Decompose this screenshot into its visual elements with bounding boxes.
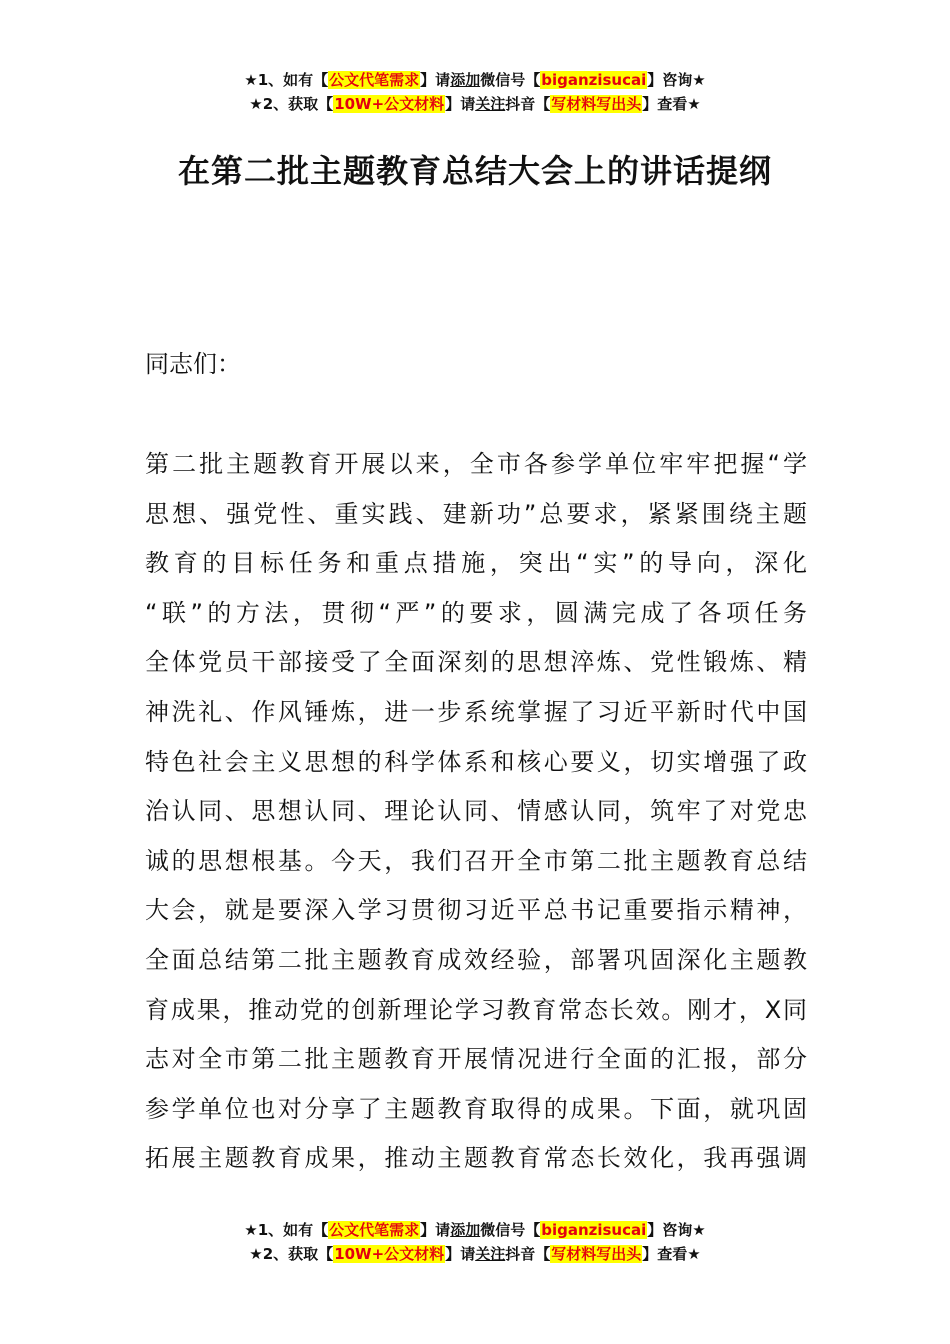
- banner-text: 】请: [420, 1221, 451, 1239]
- salutation: 同志们：: [145, 350, 241, 378]
- banner-emphasis: 关注: [475, 95, 506, 113]
- banner-text: ★1、如有【: [244, 1221, 329, 1239]
- body-line: 特色社会主义思想的科学体系和核心要义，切实增强了政: [145, 747, 807, 776]
- banner-text: 】请: [445, 1245, 476, 1263]
- banner-text: 】查看★: [642, 95, 701, 113]
- highlight-douyin-id: 写材料写出头: [551, 1245, 642, 1263]
- highlight-douyin-id: 写材料写出头: [551, 95, 642, 113]
- banner-text: ★2、获取【: [249, 95, 334, 113]
- document-title: 在第二批主题教育总结大会上的讲话提纲: [177, 152, 772, 190]
- banner-emphasis: 关注: [475, 1245, 506, 1263]
- body-line: 神洗礼、作风锤炼，进一步系统掌握了习近平新时代中国: [145, 697, 807, 726]
- banner-line-2: [0, 92, 950, 116]
- body-line: 第二批主题教育开展以来，全市各参学单位牢牢把握“学: [145, 450, 807, 478]
- body-line: 志对全市第二批主题教育开展情况进行全面的汇报，部分: [145, 1045, 807, 1074]
- banner-emphasis: 添加: [450, 71, 481, 89]
- banner-emphasis: 添加: [450, 1221, 481, 1239]
- body-line: 育成果，推动党的创新理论学习教育常态长效。刚才，X同: [145, 995, 807, 1024]
- body-line: 教育的目标任务和重点措施，突出“实”的导向，深化: [145, 549, 807, 578]
- body-paragraph: [145, 440, 807, 1184]
- body-line: 拓展主题教育成果，推动主题教育常态长效化，我再强调: [145, 1144, 807, 1173]
- body-line: 大会，就是要深入学习贯彻习近平总书记重要指示精神，: [145, 896, 807, 925]
- body-line: 诚的思想根基。今天，我们召开全市第二批主题教育总结: [145, 846, 807, 875]
- banner-text: 微信号【: [480, 71, 541, 89]
- banner-text: 】查看★: [642, 1245, 701, 1263]
- highlight-wechat-id: biganzisucai: [541, 1221, 647, 1239]
- body-line: 全面总结第二批主题教育成效经验，部署巩固深化主题教: [145, 945, 807, 974]
- highlight-materials: 10W+公文材料: [334, 95, 445, 113]
- body-line: 治认同、思想认同、理论认同、情感认同，筑牢了对党忠: [145, 797, 807, 826]
- banner-line-2: [0, 1242, 950, 1266]
- highlight-materials: 10W+公文材料: [334, 1245, 445, 1263]
- highlight-service: 公文代笔需求: [329, 71, 420, 89]
- body-line: 思想、强党性、重实践、建新功”总要求，紧紧围绕主题: [145, 499, 807, 528]
- body-line: “联”的方法，贯彻“严”的要求，圆满完成了各项任务: [145, 598, 807, 627]
- banner-text: 】请: [445, 95, 476, 113]
- banner-text: 抖音【: [505, 1245, 551, 1263]
- banner-text: 】咨询★: [647, 1221, 706, 1239]
- banner-text: 抖音【: [505, 95, 551, 113]
- banner-text: 】请: [420, 71, 451, 89]
- banner-line-1: [0, 1218, 950, 1242]
- banner-text: ★1、如有【: [244, 71, 329, 89]
- header-banner: [0, 68, 950, 116]
- highlight-wechat-id: biganzisucai: [541, 71, 647, 89]
- body-line: 参学单位也对分享了主题教育取得的成果。下面，就巩固: [145, 1094, 807, 1123]
- banner-line-1: [0, 68, 950, 92]
- highlight-service: 公文代笔需求: [329, 1221, 420, 1239]
- banner-text: ★2、获取【: [249, 1245, 334, 1263]
- body-line: 全体党员干部接受了全面深刻的思想淬炼、党性锻炼、精: [145, 648, 807, 677]
- footer-banner: [0, 1218, 950, 1266]
- banner-text: 微信号【: [480, 1221, 541, 1239]
- banner-text: 】咨询★: [647, 71, 706, 89]
